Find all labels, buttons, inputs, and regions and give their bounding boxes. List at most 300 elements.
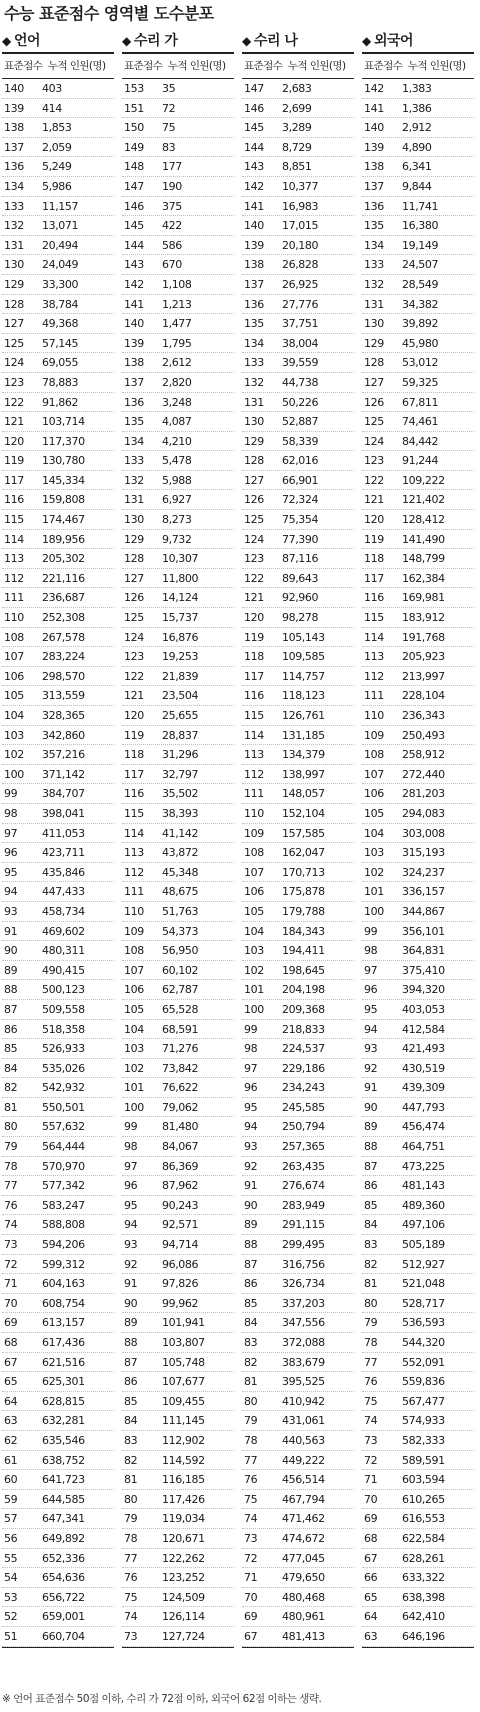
score-cell: 121 xyxy=(364,493,384,507)
table-row xyxy=(122,1529,234,1549)
score-cell: 73 xyxy=(124,1629,138,1643)
table-row xyxy=(122,1549,234,1569)
table-row xyxy=(122,804,234,824)
score-cell: 69 xyxy=(364,1512,378,1526)
cumulative-cell: 121,402 xyxy=(402,493,445,507)
cumulative-cell: 375,410 xyxy=(402,963,445,977)
cumulative-cell: 5,988 xyxy=(162,473,192,487)
table-row xyxy=(242,1451,354,1471)
table-row xyxy=(362,275,474,295)
score-cell: 84 xyxy=(244,1316,258,1330)
table-row xyxy=(122,1157,234,1177)
cumulative-cell: 398,041 xyxy=(42,806,85,820)
score-cell: 109 xyxy=(364,728,384,742)
table-row xyxy=(242,902,354,922)
cumulative-cell: 72,324 xyxy=(282,493,319,507)
score-cell: 122 xyxy=(4,395,24,409)
cumulative-cell: 75,354 xyxy=(282,513,319,527)
table-row xyxy=(242,1176,354,1196)
score-cell: 99 xyxy=(4,787,18,801)
score-cell: 126 xyxy=(364,395,384,409)
score-cell: 109 xyxy=(244,826,264,840)
score-cell: 149 xyxy=(124,140,144,154)
table-row xyxy=(242,1431,354,1451)
score-cell: 143 xyxy=(124,258,144,272)
table-row xyxy=(362,1000,474,1020)
score-cell: 108 xyxy=(244,846,264,860)
score-cell: 129 xyxy=(244,434,264,448)
table-row xyxy=(242,1196,354,1216)
cumulative-cell: 183,912 xyxy=(402,611,445,625)
cumulative-cell: 477,045 xyxy=(282,1551,325,1565)
table-row xyxy=(242,1274,354,1294)
page-title: 수능 표준점수 영역별 도수분포 xyxy=(4,4,214,23)
table-row xyxy=(122,1255,234,1275)
score-cell: 135 xyxy=(364,219,384,233)
score-cell: 82 xyxy=(4,1081,18,1095)
cumulative-cell: 291,115 xyxy=(282,1218,325,1232)
cumulative-cell: 87,116 xyxy=(282,552,319,566)
table-row xyxy=(242,99,354,119)
score-cell: 111 xyxy=(4,591,24,605)
table-row xyxy=(362,706,474,726)
cumulative-cell: 89,643 xyxy=(282,571,319,585)
cumulative-cell: 38,393 xyxy=(162,806,199,820)
score-cell: 88 xyxy=(4,983,18,997)
score-cell: 148 xyxy=(124,160,144,174)
cumulative-cell: 72 xyxy=(162,101,176,115)
table-row xyxy=(242,138,354,158)
diamond-bullet-icon: ◆ xyxy=(242,34,251,48)
score-cell: 96 xyxy=(124,1179,138,1193)
cumulative-cell: 112,902 xyxy=(162,1433,205,1447)
cumulative-cell: 25,655 xyxy=(162,709,199,722)
cumulative-cell: 635,546 xyxy=(42,1433,85,1447)
cumulative-cell: 190 xyxy=(162,179,182,193)
table-row xyxy=(122,1451,234,1471)
table-row xyxy=(362,804,474,824)
table-row xyxy=(122,1117,234,1137)
score-cell: 126 xyxy=(244,493,264,507)
table-row xyxy=(362,1353,474,1373)
table-row xyxy=(122,1353,234,1373)
score-cell: 70 xyxy=(4,1296,18,1310)
table-row xyxy=(362,843,474,863)
table-row xyxy=(122,1313,234,1333)
table-row xyxy=(242,745,354,765)
score-cell: 134 xyxy=(364,238,384,252)
table-row xyxy=(122,1196,234,1216)
table-row xyxy=(122,138,234,158)
table-row xyxy=(2,961,114,981)
cumulative-cell: 169,981 xyxy=(402,591,445,605)
cumulative-cell: 16,876 xyxy=(162,630,199,644)
table-row xyxy=(362,1294,474,1314)
score-cell: 141 xyxy=(244,199,264,213)
cumulative-cell: 91,244 xyxy=(402,454,439,468)
score-cell: 65 xyxy=(4,1375,18,1389)
table-row xyxy=(242,393,354,413)
cumulative-cell: 431,061 xyxy=(282,1414,325,1428)
score-cell: 80 xyxy=(244,1394,258,1408)
table-row xyxy=(362,1372,474,1392)
cumulative-cell: 337,203 xyxy=(282,1296,325,1310)
cumulative-cell: 10,307 xyxy=(162,552,199,566)
table-row xyxy=(122,471,234,491)
cumulative-cell: 480,311 xyxy=(42,944,85,958)
table-row xyxy=(362,99,474,119)
table-row xyxy=(2,451,114,471)
score-cell: 77 xyxy=(4,1179,18,1193)
table-row xyxy=(2,1529,114,1549)
table-row xyxy=(242,1529,354,1549)
score-cell: 54 xyxy=(4,1571,18,1585)
score-cell: 71 xyxy=(244,1571,258,1585)
table-row xyxy=(362,667,474,687)
table-row xyxy=(362,1020,474,1040)
score-cell: 85 xyxy=(244,1296,258,1310)
cumulative-cell: 632,281 xyxy=(42,1414,85,1428)
cumulative-cell: 497,106 xyxy=(402,1218,445,1232)
table-row xyxy=(242,197,354,217)
score-cell: 78 xyxy=(364,1336,378,1349)
table-row xyxy=(2,1490,114,1510)
table-row xyxy=(2,1039,114,1059)
score-cell: 108 xyxy=(4,630,24,644)
table-row xyxy=(362,255,474,275)
score-cell: 142 xyxy=(244,179,264,193)
cumulative-cell: 500,123 xyxy=(42,983,85,997)
score-cell: 128 xyxy=(124,552,144,566)
cumulative-cell: 59,325 xyxy=(402,375,439,389)
cumulative-cell: 383,679 xyxy=(282,1355,325,1369)
section-heading xyxy=(2,30,114,52)
cumulative-cell: 174,467 xyxy=(42,513,85,527)
cumulative-cell: 649,892 xyxy=(42,1531,85,1545)
table-row xyxy=(362,1509,474,1529)
cumulative-cell: 69,055 xyxy=(42,356,79,370)
score-cell: 87 xyxy=(244,1257,258,1271)
score-cell: 147 xyxy=(124,179,144,193)
score-cell: 97 xyxy=(364,963,378,977)
score-cell: 112 xyxy=(4,571,24,585)
table-row xyxy=(362,1059,474,1079)
score-cell: 145 xyxy=(244,121,264,135)
table-row xyxy=(242,432,354,452)
table-row xyxy=(2,1235,114,1255)
table-row xyxy=(122,1235,234,1255)
cumulative-cell: 344,867 xyxy=(402,904,445,918)
table-row xyxy=(2,706,114,726)
cumulative-cell: 567,477 xyxy=(402,1394,445,1408)
column-headers xyxy=(122,54,234,78)
score-cell: 93 xyxy=(124,1238,138,1252)
score-cell: 71 xyxy=(364,1473,378,1487)
cumulative-cell: 84,067 xyxy=(162,1140,199,1154)
table-row xyxy=(242,686,354,706)
score-cell: 122 xyxy=(364,473,384,487)
table-row xyxy=(242,588,354,608)
score-cell: 119 xyxy=(244,630,264,644)
table-row xyxy=(242,961,354,981)
score-cell: 70 xyxy=(364,1492,378,1506)
table-row xyxy=(362,1333,474,1353)
table-row xyxy=(242,1215,354,1235)
table-row xyxy=(362,530,474,550)
score-cell: 112 xyxy=(124,865,144,879)
cumulative-cell: 4,890 xyxy=(402,140,432,154)
table-row xyxy=(122,588,234,608)
score-cell: 125 xyxy=(124,611,144,625)
table-row xyxy=(362,628,474,648)
cumulative-cell: 45,980 xyxy=(402,336,439,350)
table-row xyxy=(122,1176,234,1196)
cumulative-cell: 336,157 xyxy=(402,885,445,899)
cumulative-cell: 2,699 xyxy=(282,101,312,115)
score-cell: 131 xyxy=(244,395,264,409)
cumulative-cell: 48,675 xyxy=(162,885,199,899)
table-row xyxy=(362,373,474,393)
score-cell: 136 xyxy=(124,395,144,409)
cumulative-cell: 145,334 xyxy=(42,473,85,487)
table-row xyxy=(362,1255,474,1275)
cumulative-cell: 646,196 xyxy=(402,1629,445,1643)
cumulative-cell: 204,198 xyxy=(282,983,325,997)
bottom-rule xyxy=(2,1647,114,1648)
diamond-bullet-icon: ◆ xyxy=(122,34,131,48)
score-cell: 137 xyxy=(4,140,24,154)
cumulative-cell: 26,925 xyxy=(282,277,319,291)
table-row xyxy=(362,647,474,667)
table-row xyxy=(242,451,354,471)
table-row xyxy=(2,784,114,804)
score-cell: 127 xyxy=(364,375,384,389)
score-cell: 67 xyxy=(364,1551,378,1565)
score-cell: 117 xyxy=(124,767,144,781)
table-row xyxy=(122,1333,234,1353)
score-cell: 135 xyxy=(124,415,144,429)
table-row xyxy=(362,236,474,256)
cumulative-cell: 1,853 xyxy=(42,121,72,135)
cumulative-cell: 236,687 xyxy=(42,591,85,605)
cumulative-cell: 229,186 xyxy=(282,1061,325,1075)
table-row xyxy=(2,216,114,236)
score-cell: 81 xyxy=(364,1277,378,1291)
score-cell: 138 xyxy=(244,258,264,272)
cumulative-cell: 550,501 xyxy=(42,1100,85,1114)
cumulative-cell: 622,584 xyxy=(402,1531,445,1545)
table-row xyxy=(242,1294,354,1314)
cumulative-cell: 435,846 xyxy=(42,865,85,879)
table-row xyxy=(362,961,474,981)
score-cell: 111 xyxy=(124,885,144,899)
section-heading xyxy=(362,30,474,52)
cumulative-cell: 384,707 xyxy=(42,787,85,801)
score-cell: 84 xyxy=(364,1218,378,1232)
score-cell: 57 xyxy=(4,1512,18,1526)
table-row xyxy=(362,295,474,315)
cumulative-cell: 31,296 xyxy=(162,748,199,762)
section-math-na xyxy=(242,30,354,1686)
score-cell: 86 xyxy=(244,1277,258,1291)
cumulative-cell: 447,793 xyxy=(402,1100,445,1114)
score-cell: 115 xyxy=(364,611,384,625)
score-cell: 115 xyxy=(244,709,264,722)
table-row xyxy=(122,197,234,217)
row-list xyxy=(242,79,354,1647)
score-cell: 139 xyxy=(4,101,24,115)
cumulative-cell: 356,101 xyxy=(402,924,445,938)
table-row xyxy=(122,784,234,804)
score-cell: 103 xyxy=(124,1042,144,1056)
score-cell: 85 xyxy=(124,1394,138,1408)
cumulative-cell: 313,559 xyxy=(42,689,85,703)
table-row xyxy=(2,1274,114,1294)
section-name: 외국어 xyxy=(374,33,414,49)
score-cell: 127 xyxy=(124,571,144,585)
table-row xyxy=(242,706,354,726)
score-cell: 111 xyxy=(244,787,264,801)
cumulative-cell: 221,116 xyxy=(42,571,85,585)
cumulative-cell: 114,592 xyxy=(162,1453,205,1467)
table-row xyxy=(362,1588,474,1608)
cumulative-cell: 9,732 xyxy=(162,532,192,546)
score-cell: 140 xyxy=(244,219,264,233)
cumulative-cell: 131,185 xyxy=(282,728,325,742)
column-headers xyxy=(242,54,354,78)
table-row xyxy=(242,1607,354,1627)
table-row xyxy=(2,1549,114,1569)
cumulative-cell: 489,360 xyxy=(402,1198,445,1212)
score-cell: 96 xyxy=(4,846,18,860)
score-cell: 85 xyxy=(4,1042,18,1056)
score-cell: 102 xyxy=(4,748,24,762)
bottom-rule xyxy=(122,1647,234,1648)
cumulative-cell: 440,563 xyxy=(282,1433,325,1447)
score-cell: 75 xyxy=(124,1590,138,1604)
table-row xyxy=(122,1274,234,1294)
cumulative-cell: 474,672 xyxy=(282,1531,325,1545)
table-row xyxy=(2,608,114,628)
cumulative-cell: 33,300 xyxy=(42,277,79,291)
cumulative-cell: 586 xyxy=(162,238,182,252)
table-row xyxy=(122,353,234,373)
cumulative-cell: 218,833 xyxy=(282,1022,325,1036)
table-row xyxy=(362,1392,474,1412)
score-cell: 63 xyxy=(364,1629,378,1643)
score-cell: 63 xyxy=(4,1414,18,1428)
table-row xyxy=(362,353,474,373)
score-cell: 98 xyxy=(124,1140,138,1154)
cumulative-cell: 3,289 xyxy=(282,121,312,135)
table-row xyxy=(362,1549,474,1569)
score-cell: 129 xyxy=(124,532,144,546)
score-cell: 136 xyxy=(4,160,24,174)
cumulative-cell: 263,435 xyxy=(282,1159,325,1173)
table-row xyxy=(2,157,114,177)
cumulative-cell: 126,114 xyxy=(162,1610,205,1624)
table-row xyxy=(242,510,354,530)
table-row xyxy=(2,334,114,354)
table-row xyxy=(122,1490,234,1510)
score-cell: 114 xyxy=(124,826,144,840)
table-row xyxy=(2,1509,114,1529)
score-cell: 109 xyxy=(124,924,144,938)
score-cell: 116 xyxy=(364,591,384,605)
score-cell: 129 xyxy=(4,277,24,291)
header-cumulative: 누적 인원(명) xyxy=(408,60,466,72)
table-row xyxy=(362,686,474,706)
cumulative-cell: 403,053 xyxy=(402,1002,445,1016)
score-cell: 62 xyxy=(4,1433,18,1447)
score-cell: 122 xyxy=(244,571,264,585)
table-row xyxy=(2,1117,114,1137)
score-cell: 99 xyxy=(244,1022,258,1036)
row-list xyxy=(122,79,234,1647)
score-cell: 142 xyxy=(364,82,384,95)
cumulative-cell: 98,278 xyxy=(282,611,319,625)
score-cell: 115 xyxy=(4,513,24,527)
cumulative-cell: 157,585 xyxy=(282,826,325,840)
score-cell: 56 xyxy=(4,1531,18,1545)
table-row xyxy=(362,314,474,334)
table-row xyxy=(2,647,114,667)
score-cell: 126 xyxy=(124,591,144,605)
table-row xyxy=(122,451,234,471)
score-cell: 93 xyxy=(4,904,18,918)
cumulative-cell: 107,677 xyxy=(162,1375,205,1389)
table-row xyxy=(2,79,114,99)
score-cell: 76 xyxy=(244,1473,258,1487)
cumulative-cell: 24,507 xyxy=(402,258,439,272)
cumulative-cell: 521,048 xyxy=(402,1277,445,1291)
table-row xyxy=(242,667,354,687)
cumulative-cell: 124,509 xyxy=(162,1590,205,1604)
score-cell: 105 xyxy=(244,904,264,918)
score-cell: 144 xyxy=(124,238,144,252)
table-row xyxy=(122,393,234,413)
table-row xyxy=(362,1431,474,1451)
table-row xyxy=(362,1196,474,1216)
cumulative-cell: 564,444 xyxy=(42,1140,85,1154)
table-row xyxy=(122,1470,234,1490)
cumulative-cell: 2,059 xyxy=(42,140,72,154)
cumulative-cell: 347,556 xyxy=(282,1316,325,1330)
score-cell: 89 xyxy=(244,1218,258,1232)
table-row xyxy=(2,922,114,942)
cumulative-cell: 109,455 xyxy=(162,1394,205,1408)
score-cell: 88 xyxy=(124,1336,138,1349)
table-row xyxy=(122,99,234,119)
score-cell: 106 xyxy=(364,787,384,801)
score-cell: 104 xyxy=(244,924,264,938)
table-row xyxy=(2,118,114,138)
cumulative-cell: 73,842 xyxy=(162,1061,199,1075)
cumulative-cell: 86,369 xyxy=(162,1159,199,1173)
score-cell: 139 xyxy=(124,336,144,350)
cumulative-cell: 654,636 xyxy=(42,1571,85,1585)
cumulative-cell: 162,384 xyxy=(402,571,445,585)
cumulative-cell: 45,348 xyxy=(162,865,199,879)
table-row xyxy=(242,1313,354,1333)
score-cell: 77 xyxy=(244,1453,258,1467)
score-cell: 94 xyxy=(244,1120,258,1134)
score-cell: 83 xyxy=(124,1433,138,1447)
table-row xyxy=(2,588,114,608)
table-row xyxy=(122,667,234,687)
table-row xyxy=(122,765,234,785)
cumulative-cell: 4,210 xyxy=(162,434,192,448)
